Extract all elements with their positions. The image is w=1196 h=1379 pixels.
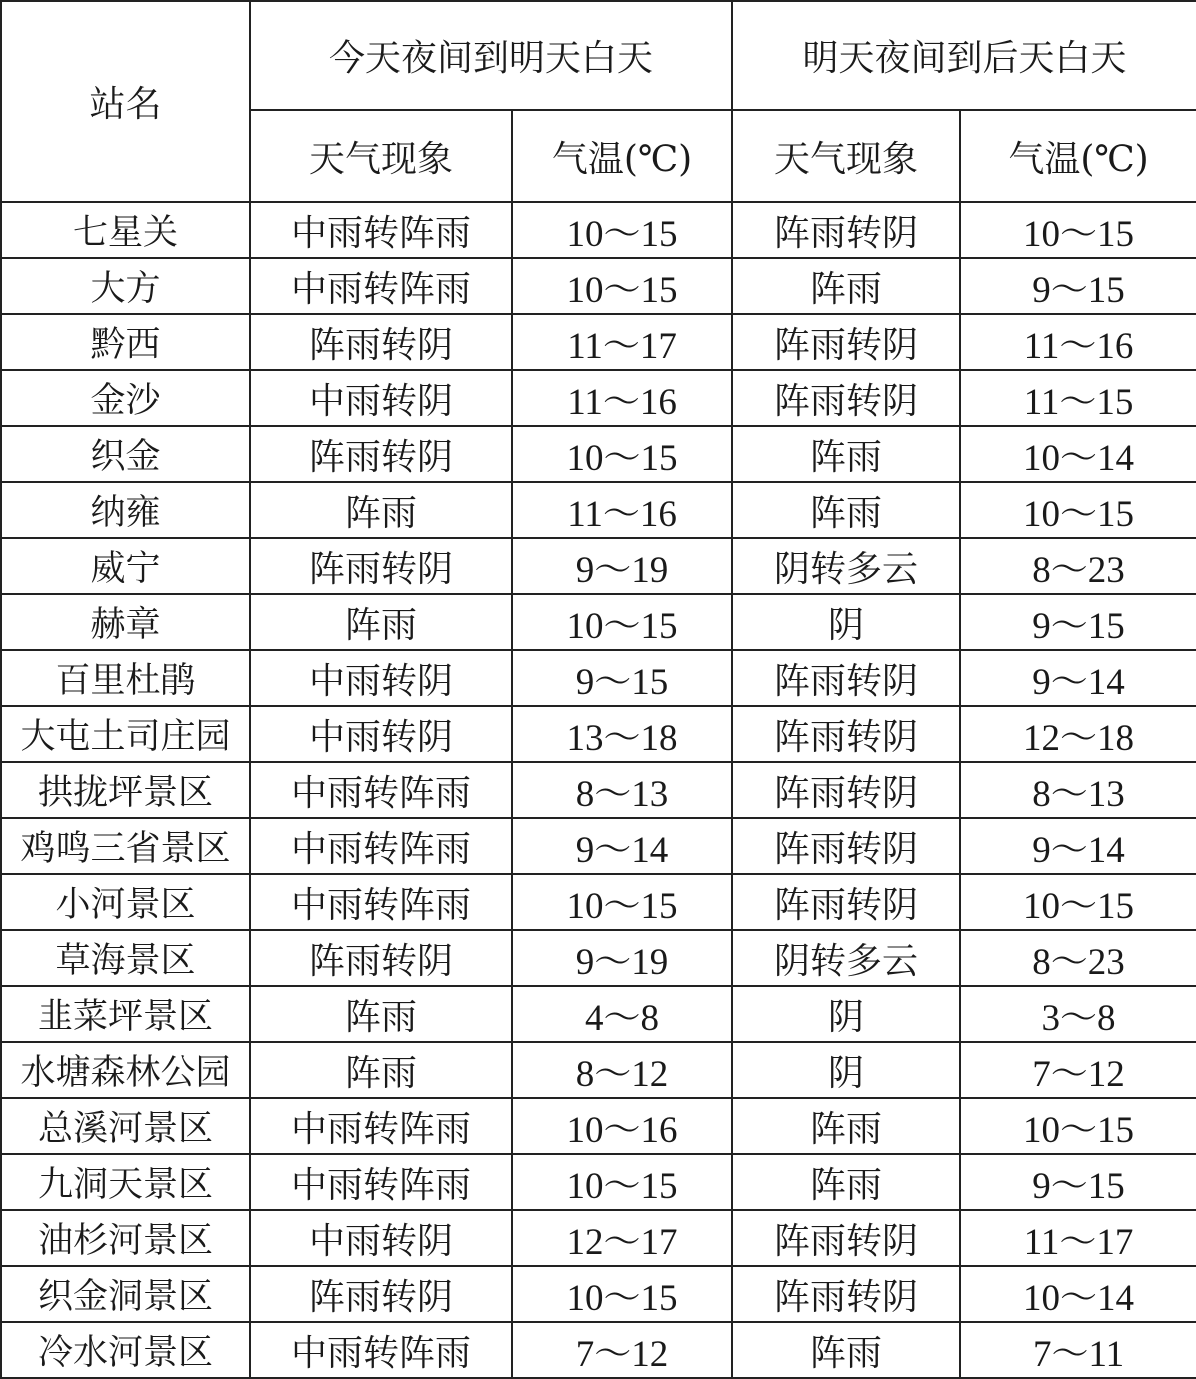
temperature-period-1: 11～16 bbox=[512, 482, 732, 538]
weather-period-1: 中雨转阵雨 bbox=[250, 874, 512, 930]
temperature-period-2: 10～14 bbox=[960, 426, 1196, 482]
weather-period-2: 阵雨 bbox=[732, 1098, 960, 1154]
table-body bbox=[1, 202, 1196, 1378]
station-name: 水塘森林公园 bbox=[1, 1042, 250, 1098]
header-weather-2: 天气现象 bbox=[732, 110, 960, 202]
weather-period-2: 阵雨 bbox=[732, 426, 960, 482]
temperature-period-2: 10～15 bbox=[960, 202, 1196, 258]
header-temperature-2: 气温(℃) bbox=[960, 110, 1196, 202]
weather-period-2: 阵雨转阴 bbox=[732, 1210, 960, 1266]
table-row bbox=[1, 762, 1196, 818]
weather-period-1: 中雨转阵雨 bbox=[250, 1322, 512, 1378]
station-name: 韭菜坪景区 bbox=[1, 986, 250, 1042]
weather-period-2: 阵雨转阴 bbox=[732, 370, 960, 426]
weather-period-2: 阵雨 bbox=[732, 1322, 960, 1378]
station-name: 织金洞景区 bbox=[1, 1266, 250, 1322]
table-header bbox=[1, 1, 1196, 202]
weather-period-2: 阵雨转阴 bbox=[732, 1266, 960, 1322]
temperature-period-1: 9～19 bbox=[512, 930, 732, 986]
table-row bbox=[1, 1210, 1196, 1266]
weather-period-2: 阵雨转阴 bbox=[732, 202, 960, 258]
weather-period-2: 阵雨 bbox=[732, 1154, 960, 1210]
header-temperature-1: 气温(℃) bbox=[512, 110, 732, 202]
temperature-period-1: 9～15 bbox=[512, 650, 732, 706]
temperature-period-2: 9～15 bbox=[960, 594, 1196, 650]
header-period-tonight-tomorrow: 今天夜间到明天白天 bbox=[250, 1, 732, 110]
table-row bbox=[1, 1322, 1196, 1378]
table-row bbox=[1, 818, 1196, 874]
table-row bbox=[1, 1266, 1196, 1322]
temperature-period-1: 10～15 bbox=[512, 1154, 732, 1210]
temperature-period-1: 7～12 bbox=[512, 1322, 732, 1378]
weather-period-2: 阴 bbox=[732, 1042, 960, 1098]
temperature-period-2: 8～13 bbox=[960, 762, 1196, 818]
table-row bbox=[1, 1098, 1196, 1154]
weather-period-1: 中雨转阵雨 bbox=[250, 202, 512, 258]
table-row bbox=[1, 482, 1196, 538]
temperature-period-2: 11～17 bbox=[960, 1210, 1196, 1266]
weather-period-1: 中雨转阵雨 bbox=[250, 1154, 512, 1210]
temperature-period-2: 10～14 bbox=[960, 1266, 1196, 1322]
station-name: 鸡鸣三省景区 bbox=[1, 818, 250, 874]
temperature-period-1: 10～15 bbox=[512, 426, 732, 482]
weather-period-2: 阴 bbox=[732, 986, 960, 1042]
weather-period-1: 阵雨 bbox=[250, 482, 512, 538]
table-row bbox=[1, 874, 1196, 930]
temperature-period-2: 12～18 bbox=[960, 706, 1196, 762]
station-name: 纳雍 bbox=[1, 482, 250, 538]
station-name: 黔西 bbox=[1, 314, 250, 370]
station-name: 威宁 bbox=[1, 538, 250, 594]
weather-period-1: 阵雨 bbox=[250, 986, 512, 1042]
station-name: 草海景区 bbox=[1, 930, 250, 986]
weather-period-2: 阴转多云 bbox=[732, 538, 960, 594]
weather-period-1: 中雨转阴 bbox=[250, 1210, 512, 1266]
weather-period-1: 阵雨转阴 bbox=[250, 1266, 512, 1322]
weather-period-1: 阵雨转阴 bbox=[250, 426, 512, 482]
weather-period-2: 阵雨 bbox=[732, 482, 960, 538]
weather-period-2: 阵雨转阴 bbox=[732, 314, 960, 370]
station-name: 七星关 bbox=[1, 202, 250, 258]
temperature-period-1: 10～15 bbox=[512, 258, 732, 314]
weather-period-1: 阵雨转阴 bbox=[250, 930, 512, 986]
temperature-period-2: 9～14 bbox=[960, 650, 1196, 706]
temperature-period-1: 10～15 bbox=[512, 1266, 732, 1322]
table-row bbox=[1, 1042, 1196, 1098]
temperature-period-1: 8～13 bbox=[512, 762, 732, 818]
temperature-period-2: 7～11 bbox=[960, 1322, 1196, 1378]
station-name: 总溪河景区 bbox=[1, 1098, 250, 1154]
temperature-period-2: 11～16 bbox=[960, 314, 1196, 370]
temperature-period-1: 9～19 bbox=[512, 538, 732, 594]
station-name: 大屯土司庄园 bbox=[1, 706, 250, 762]
station-name: 织金 bbox=[1, 426, 250, 482]
temperature-period-1: 11～16 bbox=[512, 370, 732, 426]
header-station: 站名 bbox=[1, 1, 250, 202]
temperature-period-2: 10～15 bbox=[960, 482, 1196, 538]
station-name: 油杉河景区 bbox=[1, 1210, 250, 1266]
temperature-period-1: 10～15 bbox=[512, 874, 732, 930]
temperature-period-2: 9～14 bbox=[960, 818, 1196, 874]
temperature-period-2: 9～15 bbox=[960, 258, 1196, 314]
table-row bbox=[1, 314, 1196, 370]
weather-period-1: 中雨转阴 bbox=[250, 650, 512, 706]
temperature-period-1: 4～8 bbox=[512, 986, 732, 1042]
temperature-period-2: 8～23 bbox=[960, 930, 1196, 986]
weather-period-1: 阵雨转阴 bbox=[250, 538, 512, 594]
weather-period-2: 阴 bbox=[732, 594, 960, 650]
temperature-period-1: 9～14 bbox=[512, 818, 732, 874]
weather-period-2: 阵雨 bbox=[732, 258, 960, 314]
weather-period-1: 阵雨转阴 bbox=[250, 314, 512, 370]
temperature-period-2: 9～15 bbox=[960, 1154, 1196, 1210]
temperature-period-1: 10～16 bbox=[512, 1098, 732, 1154]
table-row bbox=[1, 426, 1196, 482]
temperature-period-1: 10～15 bbox=[512, 202, 732, 258]
weather-period-2: 阵雨转阴 bbox=[732, 762, 960, 818]
temperature-period-1: 13～18 bbox=[512, 706, 732, 762]
weather-period-1: 中雨转阵雨 bbox=[250, 258, 512, 314]
station-name: 九洞天景区 bbox=[1, 1154, 250, 1210]
weather-period-2: 阵雨转阴 bbox=[732, 874, 960, 930]
table-row bbox=[1, 202, 1196, 258]
temperature-period-1: 8～12 bbox=[512, 1042, 732, 1098]
weather-period-1: 中雨转阴 bbox=[250, 706, 512, 762]
weather-period-1: 阵雨 bbox=[250, 1042, 512, 1098]
weather-period-2: 阴转多云 bbox=[732, 930, 960, 986]
table-row bbox=[1, 706, 1196, 762]
table-row bbox=[1, 1154, 1196, 1210]
station-name: 金沙 bbox=[1, 370, 250, 426]
table-row bbox=[1, 650, 1196, 706]
temperature-period-1: 10～15 bbox=[512, 594, 732, 650]
table-row bbox=[1, 370, 1196, 426]
station-name: 小河景区 bbox=[1, 874, 250, 930]
table-row bbox=[1, 930, 1196, 986]
weather-period-1: 中雨转阵雨 bbox=[250, 762, 512, 818]
temperature-period-1: 11～17 bbox=[512, 314, 732, 370]
header-row-periods bbox=[1, 1, 1196, 110]
temperature-period-2: 3～8 bbox=[960, 986, 1196, 1042]
station-name: 冷水河景区 bbox=[1, 1322, 250, 1378]
header-period-tomorrow-night-dayafter: 明天夜间到后天白天 bbox=[732, 1, 1196, 110]
weather-period-2: 阵雨转阴 bbox=[732, 818, 960, 874]
table-row bbox=[1, 258, 1196, 314]
temperature-period-2: 8～23 bbox=[960, 538, 1196, 594]
temperature-period-2: 11～15 bbox=[960, 370, 1196, 426]
temperature-period-2: 10～15 bbox=[960, 1098, 1196, 1154]
station-name: 百里杜鹃 bbox=[1, 650, 250, 706]
temperature-period-2: 10～15 bbox=[960, 874, 1196, 930]
header-weather-1: 天气现象 bbox=[250, 110, 512, 202]
weather-period-1: 阵雨 bbox=[250, 594, 512, 650]
table-row bbox=[1, 594, 1196, 650]
table-row bbox=[1, 986, 1196, 1042]
weather-period-2: 阵雨转阴 bbox=[732, 650, 960, 706]
weather-period-1: 中雨转阵雨 bbox=[250, 818, 512, 874]
weather-period-2: 阵雨转阴 bbox=[732, 706, 960, 762]
station-name: 赫章 bbox=[1, 594, 250, 650]
temperature-period-1: 12～17 bbox=[512, 1210, 732, 1266]
station-name: 大方 bbox=[1, 258, 250, 314]
table-row bbox=[1, 538, 1196, 594]
station-name: 拱拢坪景区 bbox=[1, 762, 250, 818]
temperature-period-2: 7～12 bbox=[960, 1042, 1196, 1098]
weather-period-1: 中雨转阴 bbox=[250, 370, 512, 426]
weather-period-1: 中雨转阵雨 bbox=[250, 1098, 512, 1154]
